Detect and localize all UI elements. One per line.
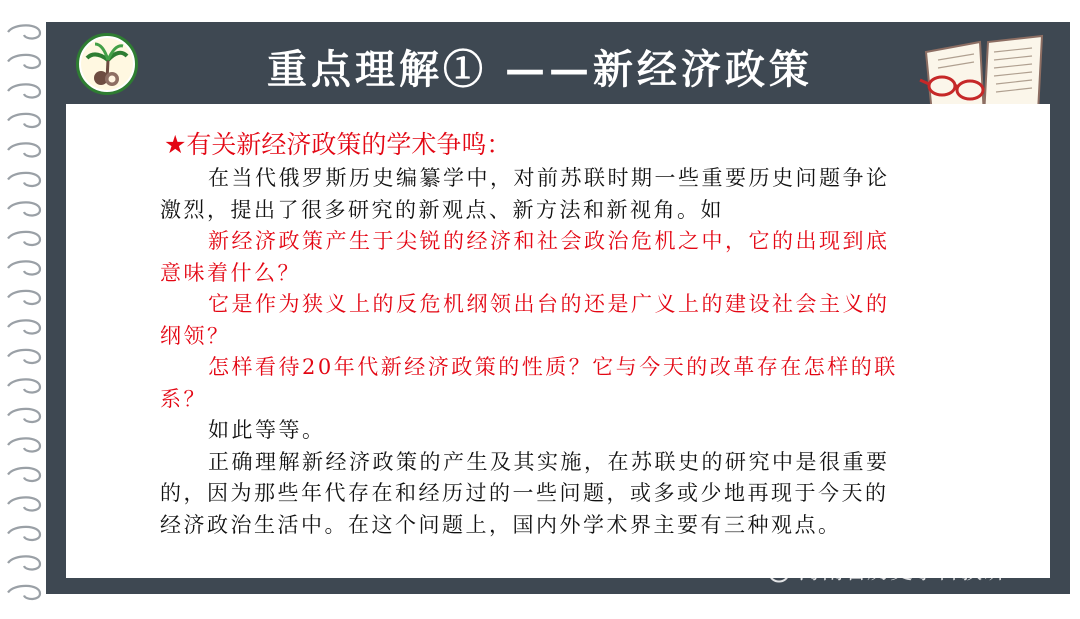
body-text [160,163,902,541]
paragraph-question: 它是作为狭义上的反危机纲领出台的还是广义上的建设社会主义的纲领？ [160,292,890,348]
paragraph-question: 怎样看待20年代新经济政策的性质？它与今天的改革存在怎样的联系？ [160,355,898,411]
spiral-ring [8,527,40,540]
slide-title: 重点理解① ——新经济政策 [267,46,813,93]
spiral-ring [8,114,40,127]
wechat-icon [756,557,790,585]
spiral-ring [8,350,40,363]
paragraph-question: 新经济政策产生于尖锐的经济和社会政治危机之中，它的出现到底意味着什么？ [160,229,890,285]
watermark [756,554,1005,588]
spiral-ring [8,320,40,333]
spiral-ring [8,291,40,304]
paragraph: 在当代俄罗斯历史编纂学中，对前苏联时期一些重要历史问题争论激烈，提出了很多研究的新观点、新方法和新视角。如 [160,166,890,222]
paragraph: 正确理解新经济政策的产生及其实施，在苏联史的研究中是很重要的，因为那些年代存在和经历过的一些问题，或多或少地再现于今天的经济政治生活中。在这个问题上，国内外学术界主要有三种观点。 [160,449,890,537]
spiral-ring [8,232,40,245]
spiral-ring [8,468,40,481]
section-heading: ★有关新经济政策的学术争鸣： [164,130,512,159]
spiral-ring [8,25,40,38]
spiral-ring [8,586,40,599]
spiral-ring [8,261,40,274]
spiral-ring [8,556,40,569]
spiral-ring [8,143,40,156]
spiral-ring [8,409,40,422]
spiral-ring [8,379,40,392]
spiral-ring [8,173,40,186]
spiral-ring [8,497,40,510]
paragraph: 如此等等。 [208,418,326,442]
spiral-ring [8,202,40,215]
watermark-text: 海南省历史学科教研 [798,558,1005,584]
spiral-ring [8,438,40,451]
